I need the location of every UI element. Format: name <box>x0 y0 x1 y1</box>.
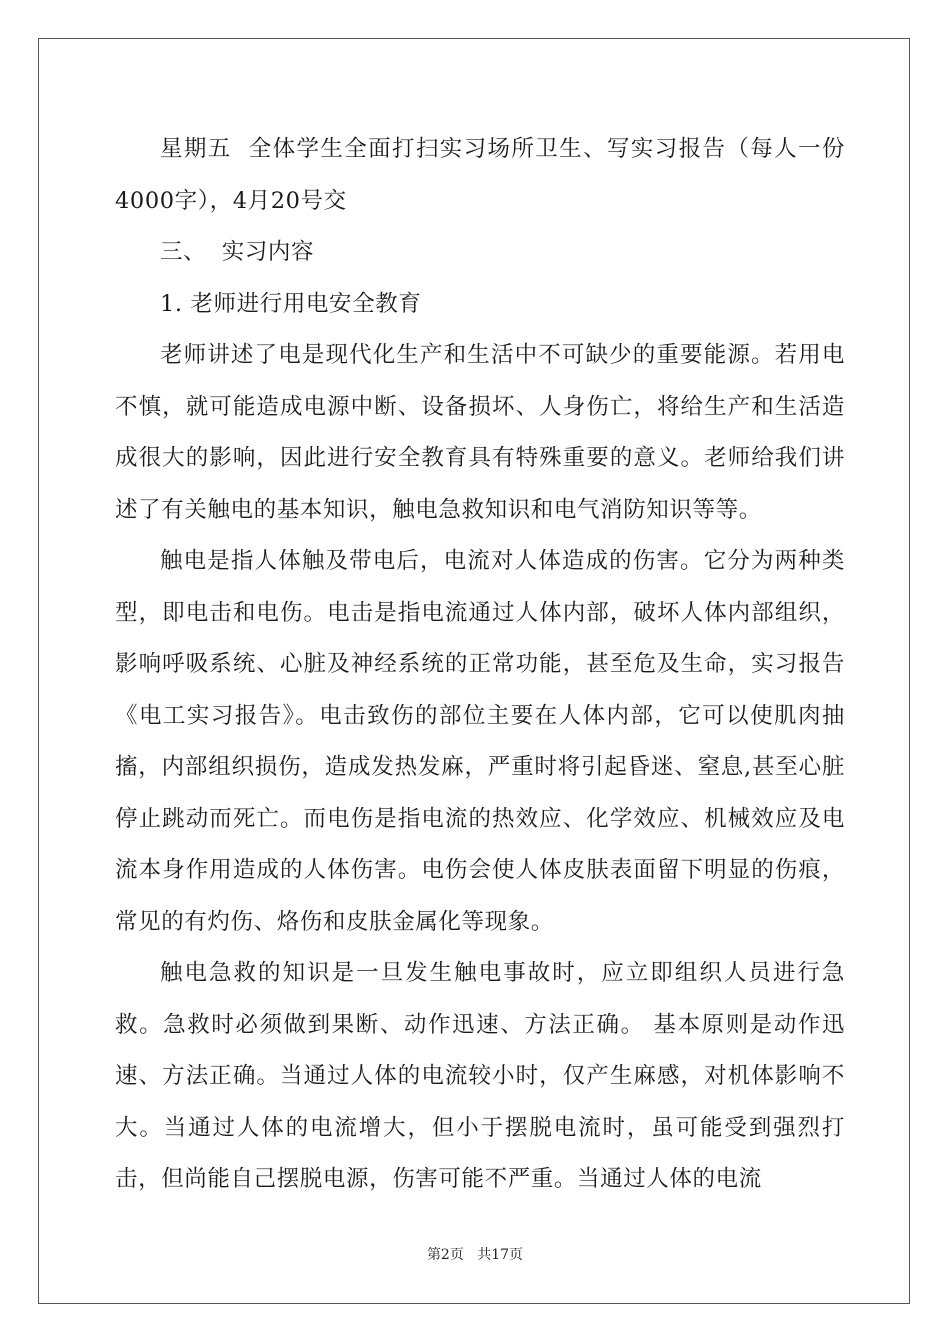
paragraph-friday-schedule: 星期五 全体学生全面打扫实习场所卫生、写实习报告（每人一份4000字），4月20号交 <box>115 136 845 214</box>
paragraph-electricity-importance: 老师讲述了电是现代化生产和生活中不可缺少的重要能源。若用电不慎，就可能造成电源中断、设备损坏、人身伤亡，将给生产和生活造成很大的影响，因此进行安全教育具有特殊重要的意义。老师给我们讲述了有关触电的基本知识，触电急救知识和电气消防知识等等。 <box>115 342 845 523</box>
subheading-safety-education: 1. 老师进行用电安全教育 <box>160 290 422 317</box>
section-heading-practice-content: 三、 实习内容 <box>160 239 315 265</box>
page-number: 第2页 <box>426 1247 464 1263</box>
page-footer <box>0 1244 950 1264</box>
paragraph-first-aid: 触电急救的知识是一旦发生触电事故时，应立即组织人员进行急救。急救时必须做到果断、动作迅速、方法正确。 基本原则是动作迅速、方法正确。当通过人体的电流较小时，仅产生麻感，对机体影响不大。当通过人体的电流增大，但小于摆脱电流时，虽可能受到强烈打击，但尚能自己摆脱电源，伤害可能不严重。当通过人体的电流 <box>115 960 845 1192</box>
document-body <box>115 124 845 1206</box>
page-total: 共17页 <box>477 1247 524 1263</box>
paragraph-electric-shock: 触电是指人体触及带电后，电流对人体造成的伤害。它分为两种类型，即电击和电伤。电击是指电流通过人体内部，破坏人体内部组织，影响呼吸系统、心脏及神经系统的正常功能，甚至危及生命，实习报告《电工实习报告》。电击致伤的部位主要在人体内部，它可以使肌肉抽搐，内部组织损伤，造成发热发麻，严重时将引起昏迷、窒息,甚至心脏停止跳动而死亡。而电伤是指电流的热效应、化学效应、机械效应及电流本身作用造成的人体伤害。电伤会使人体皮肤表面留下明显的伤痕，常见的有灼伤、烙伤和皮肤金属化等现象。 <box>115 548 845 935</box>
